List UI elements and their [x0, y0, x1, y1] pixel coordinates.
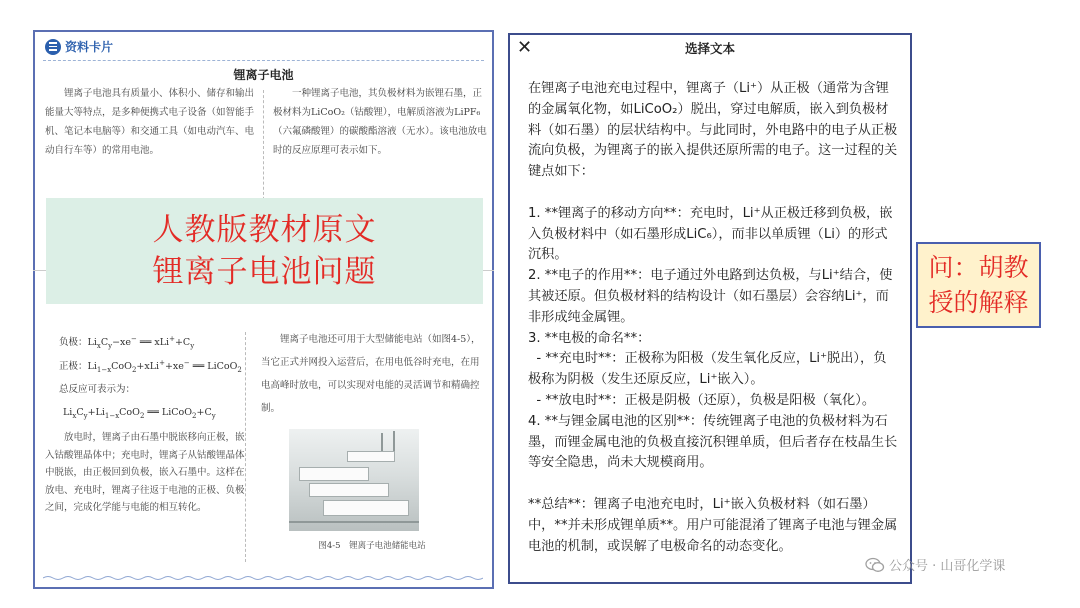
- watermark: [865, 555, 1005, 574]
- card-label: 资料卡片: [65, 40, 114, 54]
- overlay-line-2: 锂离子电池问题: [152, 254, 377, 290]
- negative-electrode-equation: 负极：$Li_xC_y-xe^-$ ══ $xLi^++C_y$: [59, 334, 195, 350]
- battery-description-paragraph: 一种锂离子电池，其负极材料为嵌锂石墨，正极材料为LiCoO₂（钴酸锂），电解质溶液为LiPF₆（六氟磷酸锂）的碳酸酯溶液（无水）。该电池放电时的反应原理可表示如下。: [273, 88, 487, 156]
- select-text-panel: [508, 33, 912, 584]
- column-divider: [263, 90, 264, 205]
- wechat-icon: [865, 557, 885, 573]
- page-title: 锂离子电池: [233, 68, 294, 82]
- textbook-page: [33, 30, 494, 589]
- total-reaction-equation: $Li_xC_y+Li_{1-x}CoO_2$ ══ $LiCoO_2+C_y$: [63, 407, 216, 420]
- overlay-line-1: 人教版教材原文: [152, 212, 377, 248]
- charge-discharge-paragraph: 放电时，锂离子由石墨中脱嵌移向正极，嵌入钴酸锂晶体中；充电时，锂离子从钴酸锂晶体中脱嵌，由正极回到负极，嵌入石墨中。这样在放电、充电时，锂离子往返于电池的正极、负极之间，完成化学能与电能的相互转化。: [45, 432, 245, 513]
- positive-electrode-equation: 正极：$Li_{1-x}CoO_2+xLi^++xe^-$ ══ LiCoO$_2$: [59, 358, 242, 374]
- callout-line-2: 授的解释: [928, 288, 1029, 317]
- figure-caption: 图4-5 锂离子电池储能电站: [318, 541, 426, 551]
- selectable-text-body[interactable]: 在锂离子电池充电过程中，锂离子（Li⁺）从正极（通常为含锂的金属氧化物，如LiCoO₂）脱出，穿过电解质，嵌入到负极材料（如石墨）的层状结构中。与此同时，外电路中的电子从正极流向负极，为锂离子的嵌入提供还原所需的电子。这一过程的关键点如下： 1. **锂离子的移动方向**：充电时，Li⁺从正极迁移到负极，嵌入负极材料中（如石墨形成LiC₆），而非以单质锂（Li）的形式沉积。 2. **电子的作用**：电子通过外电路到达负极，与Li⁺结合，使其被还原。但负极材料的结构设计（如石墨层）会容纳Li⁺，而非形成纯金属锂。 3. **电极的命名**： - **充电时**：正极称为阳极（发生氧化反应，Li⁺脱出），负极称为阴极（发生还原反应，Li⁺嵌入）。 - **放电时**：正极是阴极（还原），负极是阳极（氧化）。 4. **与锂金属电池的区别**：传统锂离子电池的负极材料为石墨，而锂金属电池的负极直接沉积锂单质，但后者存在枝晶生长等安全隐患，尚未大规模商用。 **总结**：锂离子电池充电时，Li⁺嵌入负极材料（如石墨）中，**并未形成锂单质**。用户可能混淆了锂离子电池与锂金属电池的机制，或误解了电极命名的动态变化。: [528, 81, 898, 554]
- intro-paragraph: 锂离子电池具有质量小、体积小、储存和输出能量大等特点，是多种便携式电子设备（如智能手机、笔记本电脑等）和交通工具（如电动汽车、电动自行车等）的常用电池。: [45, 88, 255, 156]
- column-divider-2: [245, 332, 246, 562]
- total-reaction-label: 总反应可表示为：: [59, 384, 136, 395]
- watermark-text: 公众号 · 山哥化学课: [889, 559, 1006, 574]
- card-header: [45, 38, 113, 55]
- close-icon[interactable]: ✕: [517, 37, 533, 58]
- storage-station-photo: [289, 429, 419, 531]
- storage-station-paragraph: 锂离子电池还可用于大型储能电站（如图4-5），当它正式并网投入运营后，在用电低谷时充电，在用电高峰时放电，可以实现对电能的灵活调节和精确控制。: [261, 334, 481, 414]
- panel-title: 选择文本: [684, 41, 735, 56]
- question-callout: [916, 242, 1041, 328]
- card-icon: [45, 39, 61, 55]
- header-divider: [43, 60, 484, 61]
- decorative-wave: [43, 575, 483, 581]
- callout-line-1: 问：胡教: [928, 253, 1029, 282]
- title-overlay: [46, 198, 483, 304]
